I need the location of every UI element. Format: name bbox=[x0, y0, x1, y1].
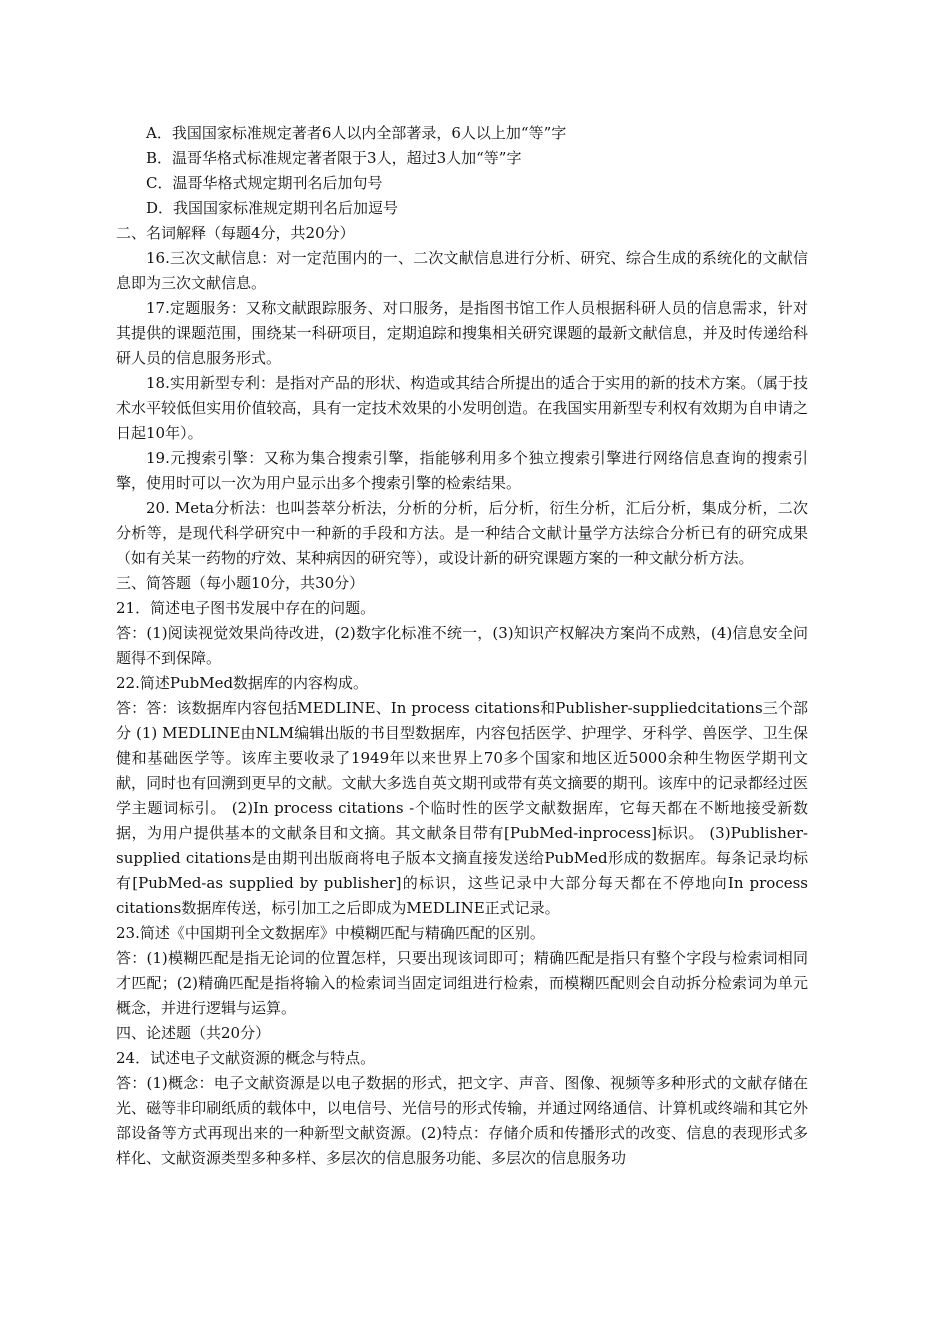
question-23: 23.简述《中国期刊全文数据库》中模糊匹配与精确匹配的区别。 bbox=[116, 924, 545, 942]
term-20: 20. Meta分析法：也叫荟萃分析法，分析的分析，后分析，衍生分析，汇后分析，集成分析，二次分析等，是现代科学研究中一种新的手段和方法。是一种结合文献计量学方法综合分析已有的研究成果（如有关某一药物的疗效、某种病因的研究等），或设计新的研究课题方案的一种文献分析方法。 bbox=[116, 499, 808, 567]
term-19: 19.元搜索引擎：又称为集合搜索引擎，指能够利用多个独立搜索引擎进行网络信息查询的搜索引擎，使用时可以一次为用户显示出多个搜索引擎的检索结果。 bbox=[116, 449, 808, 492]
option-c: C．温哥华格式规定期刊名后加句号 bbox=[146, 174, 383, 192]
option-a: A．我国国家标准规定著者6人以内全部著录，6人以上加“等”字 bbox=[146, 124, 567, 142]
question-24: 24．试述电子文献资源的概念与特点。 bbox=[116, 1049, 376, 1067]
section-heading-short-answer: 三、简答题（每小题10分，共30分） bbox=[116, 574, 365, 592]
term-17: 17.定题服务：又称文献跟踪服务、对口服务，是指图书馆工作人员根据科研人员的信息需求，针对其提供的课题范围，围绕某一科研项目，定期追踪和搜集相关研究课题的最新文献信息，并及时传递给科研人员的信息服务形式。 bbox=[116, 299, 808, 367]
answer-21: 答：(1)阅读视觉效果尚待改进，(2)数字化标准不统一，(3)知识产权解决方案尚不成熟，(4)信息安全问题得不到保障。 bbox=[116, 624, 808, 667]
term-16: 16.三次文献信息：对一定范围内的一、二次文献信息进行分析、研究、综合生成的系统化的文献信息即为三次文献信息。 bbox=[116, 249, 808, 292]
section-heading-essay: 四、论述题（共20分） bbox=[116, 1024, 271, 1042]
document-page bbox=[116, 121, 808, 1171]
question-21: 21．简述电子图书发展中存在的问题。 bbox=[116, 599, 376, 617]
answer-23: 答：(1)模糊匹配是指无论词的位置怎样，只要出现该词即可；精确匹配是指只有整个字段与检索词相同才匹配；(2)精确匹配是指将输入的检索词当固定词组进行检索，而模糊匹配则会自动拆分检索词为单元概念，并进行逻辑与运算。 bbox=[116, 949, 808, 1017]
option-d: D．我国国家标准规定期刊名后加逗号 bbox=[146, 199, 399, 217]
term-18: 18.实用新型专利：是指对产品的形状、构造或其结合所提出的适合于实用的新的技术方案。（属于技术水平较低但实用价值较高，具有一定技术效果的小发明创造。在我国实用新型专利权有效期为自申请之日起10年）。 bbox=[116, 374, 808, 442]
answer-24: 答：(1)概念：电子文献资源是以电子数据的形式，把文字、声音、图像、视频等多种形式的文献存储在光、磁等非印刷纸质的载体中，以电信号、光信号的形式传输，并通过网络通信、计算机或终端和其它外部设备等方式再现出来的一种新型文献资源。(2)特点：存储介质和传播形式的改变、信息的表现形式多样化、文献资源类型多种多样、多层次的信息服务功能、多层次的信息服务功 bbox=[116, 1074, 808, 1167]
question-22: 22.简述PubMed数据库的内容构成。 bbox=[116, 674, 369, 692]
section-heading-terms: 二、名词解释（每题4分，共20分） bbox=[116, 224, 355, 242]
answer-22: 答：答：该数据库内容包括MEDLINE、In process citations和Publisher-suppliedcitations三个部分 (1) MEDLINE由NLM编辑出版的书目型数据库，内容包括医学、护理学、牙科学、兽医学、卫生保健和基础医学等。该库主要收录了1949年以来世界上70多个国家和地区近5000余种生物医学期刊文献，同时也有回溯到更早的文献。文献大多选自英文期刊或带有英文摘要的期刊。该库中的记录都经过医学主题词标引。 (2)In process citations -个临时性的医学文献数据库，它每天都在不断地接受新数据，为用户提供基本的文献条目和文摘。其文献条目带有[PubMed-inprocess]标识。 (3)Publisher-supplied citations是由期刊出版商将电子版本文摘直接发送给PubMed形成的数据库。每条记录均标有[PubMed-as supplied by publisher]的标识，这些记录中大部分每天都在不停地向In process citations数据库传送，标引加工之后即成为MEDLINE正式记录。 bbox=[116, 699, 808, 917]
option-b: B．温哥华格式标准规定著者限于3人，超过3人加“等”字 bbox=[146, 149, 522, 167]
